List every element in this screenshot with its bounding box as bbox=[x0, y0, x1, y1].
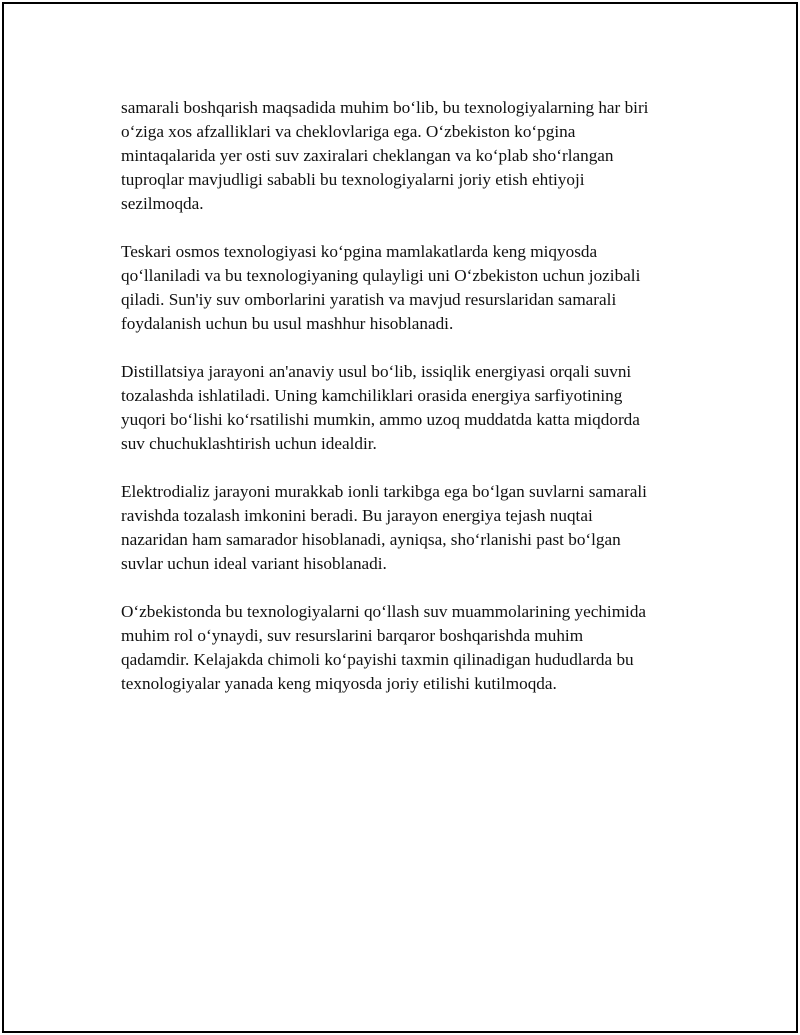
text-line: mintaqalarida yer osti suv zaxiralari cheklangan va ko‘plab sho‘rlangan bbox=[121, 146, 614, 165]
text-line: sezilmoqda. bbox=[121, 194, 204, 213]
paragraph-4 bbox=[121, 480, 711, 576]
page-frame bbox=[2, 2, 798, 1033]
paragraph-2 bbox=[121, 240, 711, 336]
paragraph-5 bbox=[121, 600, 711, 696]
text-line: Elektrodializ jarayoni murakkab ionli tarkibga ega bo‘lgan suvlarni samarali bbox=[121, 482, 647, 501]
text-line: yuqori bo‘lishi ko‘rsatilishi mumkin, ammo uzoq muddatda katta miqdorda bbox=[121, 410, 640, 429]
text-line: Distillatsiya jarayoni an'anaviy usul bo‘lib, issiqlik energiyasi orqali suvni bbox=[121, 362, 632, 381]
text-line: qiladi. Sun'iy suv omborlarini yaratish va mavjud resurslaridan samarali bbox=[121, 290, 617, 309]
text-line: suvlar uchun ideal variant hisoblanadi. bbox=[121, 554, 387, 573]
text-line: tozalashda ishlatiladi. Uning kamchiliklari orasida energiya sarfiyotining bbox=[121, 386, 623, 405]
text-line: nazaridan ham samarador hisoblanadi, ayniqsa, sho‘rlanishi past bo‘lgan bbox=[121, 530, 621, 549]
text-line: foydalanish uchun bu usul mashhur hisoblanadi. bbox=[121, 314, 454, 333]
text-line: suv chuchuklashtirish uchun idealdir. bbox=[121, 434, 377, 453]
paragraph-1 bbox=[121, 96, 711, 216]
text-line: Teskari osmos texnologiyasi ko‘pgina mamlakatlarda keng miqyosda bbox=[121, 242, 598, 261]
text-line: texnologiyalar yanada keng miqyosda joriy etilishi kutilmoqda. bbox=[121, 674, 557, 693]
text-line: tuproqlar mavjudligi sababli bu texnologiyalarni joriy etish ehtiyoji bbox=[121, 170, 585, 189]
text-line: ravishda tozalash imkonini beradi. Bu jarayon energiya tejash nuqtai bbox=[121, 506, 593, 525]
paragraph-3 bbox=[121, 360, 711, 456]
text-line: qo‘llaniladi va bu texnologiyaning qulayligi uni O‘zbekiston uchun jozibali bbox=[121, 266, 641, 285]
text-line: qadamdir. Kelajakda chimoli ko‘payishi taxmin qilinadigan hududlarda bu bbox=[121, 650, 634, 669]
text-line: O‘zbekistonda bu texnologiyalarni qo‘llash suv muammolarining yechimida bbox=[121, 602, 647, 621]
text-line: samarali boshqarish maqsadida muhim bo‘lib, bu texnologiyalarning har biri bbox=[121, 98, 649, 117]
document-body bbox=[121, 96, 711, 720]
text-line: muhim rol o‘ynaydi, suv resurslarini barqaror boshqarishda muhim bbox=[121, 626, 584, 645]
text-line: o‘ziga xos afzalliklari va cheklovlariga ega. O‘zbekiston ko‘pgina bbox=[121, 122, 576, 141]
